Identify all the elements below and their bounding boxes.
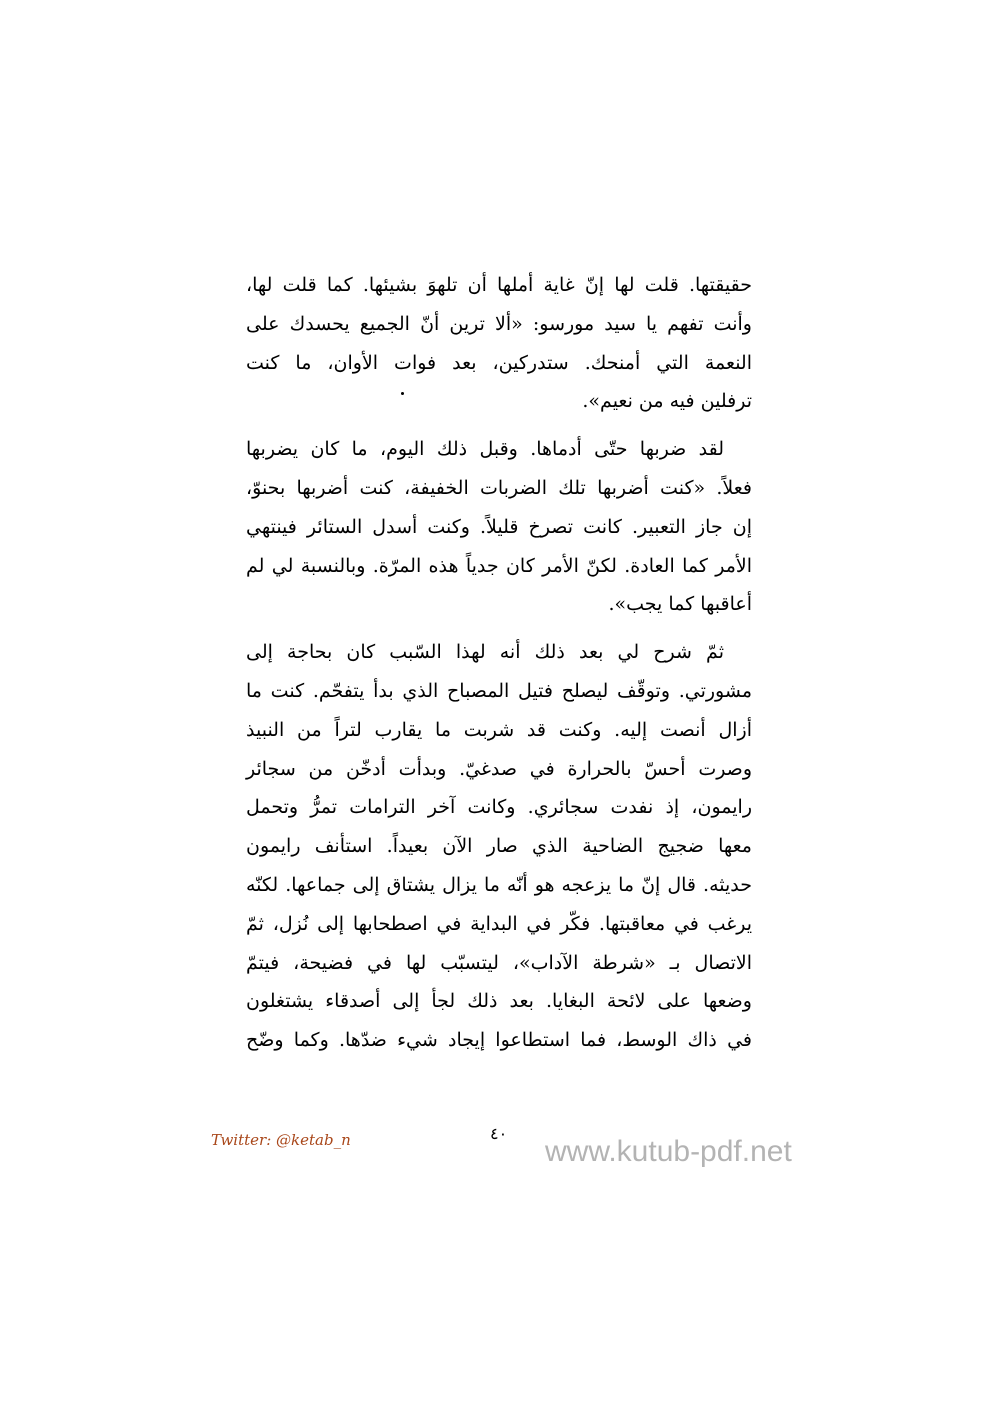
paragraph-gap (246, 624, 752, 633)
text-line: أعاقبها كما يجب». (608, 593, 752, 616)
text-line: وضعها على لائحة البغايا. بعد ذلك لجأ إلى أصدقاء يشتغلون (246, 990, 752, 1013)
text-line: الاتصال بـ «شرطة الآداب»، ليتسبّب لها في فضيحة، فيتمّ (246, 951, 752, 974)
text-line: لقد ضربها حتّى أدماها. وقبل ذلك اليوم، ما كان يضربها (246, 438, 724, 461)
text-line: أزال أنصت إليه. وكنت قد شربت ما يقارب لتراً من النبيذ (246, 718, 752, 741)
page-number: ٤٠ (490, 1124, 508, 1143)
text-line: ثمّ شرح لي بعد ذلك أنه لهذا السّبب كان بحاجة إلى (246, 641, 724, 664)
twitter-handle: Twitter: @ketab_n (211, 1131, 351, 1149)
text-line: النعمة التي أمنحك. ستدركين، بعد فوات الأوان، ما كنت (246, 351, 752, 374)
text-line: رايمون، إذ نفدت سجائري. وكانت آخر الترامات تمرُّ وتحمل (246, 796, 752, 819)
paragraph-gap (246, 421, 752, 430)
text-line: إن جاز التعبير. كانت تصرخ قليلاً. وكنت أسدل الستائر فينتهي (246, 515, 752, 538)
text-line: معها ضجيج الضاحية الذي صار الآن بعيداً. استأنف رايمون (246, 835, 752, 858)
text-line: في ذاك الوسط، فما استطاعوا إيجاد شيء ضدّها. وكما وضّح (246, 1029, 752, 1052)
text-line: مشورتي. وتوقّف ليصلح فتيل المصباح الذي بدأ يتفحّم. كنت ما (246, 679, 752, 702)
text-line: وأنت تفهم يا سيد مورسو: «ألا ترين أنّ الجميع يحسدك على (246, 312, 752, 335)
watermark: www.kutub-pdf.net (545, 1135, 792, 1168)
text-line: يرغب في معاقبتها. فكّر في البداية في اصطحابها إلى نُزل، ثمّ (246, 912, 752, 935)
stray-mark (401, 392, 404, 395)
text-line: حقيقتها. قلت لها إنّ غاية أملها أن تلهوَ بشيئها. كما قلت لها، (246, 274, 752, 296)
body-text (246, 266, 752, 1060)
text-line: فعلاً. «كنت أضربها تلك الضربات الخفيفة، كنت أضربها بحنوّ، (246, 476, 752, 499)
text-line: حديثه. قال إنّ ما يزعجه هو أنّه ما يزال يشتاق إلى جماعها. لكنّه (246, 873, 752, 896)
text-line: الأمر كما العادة. لكنّ الأمر كان جدياً هذه المرّة. وبالنسبة لي لم (246, 554, 752, 577)
text-line: ترفلين فيه من نعيم». (582, 390, 752, 413)
text-line: وصرت أحسّ بالحرارة في صدغيّ. وبدأت أدخّن من سجائر (246, 757, 752, 780)
